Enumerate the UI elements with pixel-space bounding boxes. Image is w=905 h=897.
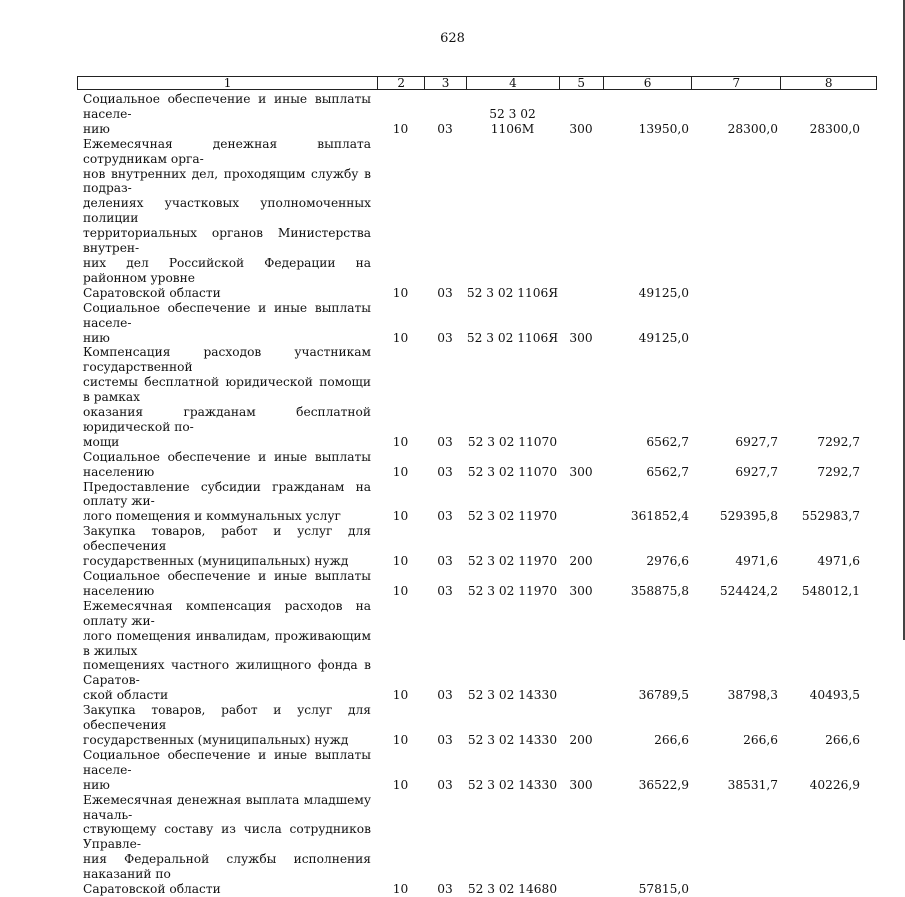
cell-c6: 6562,7 xyxy=(646,434,689,449)
cell-c7: 524424,2 xyxy=(719,583,778,598)
cell-c4: 52 3 02 11070 xyxy=(467,464,558,479)
row-name-line: Закупка товаров, работ и услуг для обеспечения xyxy=(83,524,371,554)
cell-c6: 6562,7 xyxy=(646,464,689,479)
table-row xyxy=(77,524,877,569)
table-row xyxy=(77,450,877,480)
cell-c7: 28300,0 xyxy=(727,121,778,136)
cell-c4: 52 3 02 11970 xyxy=(467,509,558,524)
header-col-3: 3 xyxy=(424,77,466,89)
row-name-line: территориальных органов Министерства внутрен- xyxy=(83,226,371,256)
row-name-line: нию xyxy=(83,330,110,345)
cell-c4: 52 3 02 11070 xyxy=(467,434,558,449)
cell-c7: 529395,8 xyxy=(719,509,778,524)
cell-c6: 13950,0 xyxy=(638,121,689,136)
row-name xyxy=(77,92,377,137)
cell-c3: 03 xyxy=(437,434,453,449)
cell-c3: 03 xyxy=(437,554,453,569)
row-name xyxy=(77,524,377,569)
cell-c5: 300 xyxy=(569,464,593,479)
cell-c7: 38798,3 xyxy=(727,688,778,703)
row-name-line: Компенсация расходов участникам государственной xyxy=(83,345,371,375)
header-col-2: 2 xyxy=(377,77,424,89)
row-name-line: делениях участковых уполномоченных полиции xyxy=(83,196,371,226)
row-name-line: помещениях частного жилищного фонда в Саратов- xyxy=(83,658,371,688)
cell-c5: 300 xyxy=(569,777,593,792)
cell-c2: 10 xyxy=(392,121,409,136)
cell-c2: 10 xyxy=(392,688,409,703)
cell-c2: 10 xyxy=(392,285,409,300)
cell-c5: 200 xyxy=(569,732,593,747)
cell-c2: 10 xyxy=(392,882,409,897)
row-name-line: ствующему составу из числа сотрудников Управле- xyxy=(83,822,371,852)
header-col-5: 5 xyxy=(559,77,603,89)
table-row xyxy=(77,703,877,748)
cell-c4: 52 3 02 11970 xyxy=(467,583,558,598)
cell-c3: 03 xyxy=(437,464,453,479)
cell-c3: 03 xyxy=(437,688,453,703)
table-row xyxy=(77,793,877,897)
row-name xyxy=(77,703,377,748)
cell-c5: 300 xyxy=(569,330,593,345)
row-name xyxy=(77,480,377,525)
cell-c2: 10 xyxy=(392,330,409,345)
row-name-line: Саратовской области xyxy=(83,882,221,897)
cell-c6: 266,6 xyxy=(654,732,689,747)
cell-c6: 2976,6 xyxy=(646,554,689,569)
row-name-line: Саратовской области xyxy=(83,285,221,300)
page-number: 628 xyxy=(440,31,465,46)
cell-c3: 03 xyxy=(437,121,453,136)
row-name-line: Закупка товаров, работ и услуг для обеспечения xyxy=(83,703,371,733)
row-name-line: мощи xyxy=(83,434,120,449)
header-col-7: 7 xyxy=(691,77,780,89)
cell-c2: 10 xyxy=(392,509,409,524)
cell-c8: 28300,0 xyxy=(809,121,860,136)
header-col-4: 4 xyxy=(466,77,559,89)
cell-c2: 10 xyxy=(392,732,409,747)
row-name-line: лого помещения инвалидам, проживающим в жилых xyxy=(83,628,371,658)
cell-c3: 03 xyxy=(437,285,453,300)
cell-c4: 52 3 02 14330 xyxy=(467,688,558,703)
cell-c3: 03 xyxy=(437,882,453,897)
table-row xyxy=(77,92,877,137)
cell-c7: 266,6 xyxy=(743,732,778,747)
cell-c8: 4971,6 xyxy=(817,554,860,569)
row-name xyxy=(77,137,377,301)
cell-c7: 6927,7 xyxy=(735,434,778,449)
row-name xyxy=(77,569,377,599)
cell-c2: 10 xyxy=(392,777,409,792)
row-name xyxy=(77,450,377,480)
table-row xyxy=(77,137,877,301)
header-col-1: 1 xyxy=(223,76,232,90)
cell-c2: 10 xyxy=(392,434,409,449)
cell-c8: 548012,1 xyxy=(801,583,860,598)
row-name-line: Социальное обеспечение и иные выплаты населе- xyxy=(83,92,371,121)
table-row xyxy=(77,569,877,599)
row-name xyxy=(77,793,377,897)
row-name xyxy=(77,345,377,449)
header-col-8: 8 xyxy=(780,77,876,89)
row-name-line: нов внутренних дел, проходящим службу в подраз- xyxy=(83,166,371,196)
cell-c4: 52 3 02 14680 xyxy=(467,882,558,897)
row-name-line: Социальное обеспечение и иные выплаты населению xyxy=(83,449,371,479)
table-body xyxy=(77,92,877,897)
row-name-line: Ежемесячная денежная выплата сотрудникам орга- xyxy=(83,136,371,166)
cell-c8: 40493,5 xyxy=(809,688,860,703)
row-name-line: оказания гражданам бесплатной юридической по- xyxy=(83,405,371,434)
row-name-line: Социальное обеспечение и иные выплаты населе- xyxy=(83,300,371,330)
cell-c4: 52 3 02 1106Я xyxy=(466,330,559,345)
header-col-6: 6 xyxy=(603,77,692,89)
table-row xyxy=(77,345,877,449)
cell-c5: 300 xyxy=(569,121,593,136)
cell-c4: 52 3 02 1106Я xyxy=(466,285,559,300)
row-name xyxy=(77,748,377,793)
row-name xyxy=(77,599,377,703)
cell-c6: 57815,0 xyxy=(638,882,689,897)
row-name-line: ской области xyxy=(83,688,169,703)
cell-c6: 361852,4 xyxy=(630,509,689,524)
cell-c4: 52 3 02 14330 xyxy=(467,777,558,792)
row-name-line: государственных (муниципальных) нужд xyxy=(83,554,349,569)
cell-c6: 36522,9 xyxy=(638,777,689,792)
cell-c5: 200 xyxy=(569,554,593,569)
cell-c6: 49125,0 xyxy=(638,285,689,300)
cell-c8: 266,6 xyxy=(825,732,860,747)
cell-c3: 03 xyxy=(437,732,453,747)
cell-c3: 03 xyxy=(437,583,453,598)
cell-c3: 03 xyxy=(437,330,453,345)
cell-c5: 300 xyxy=(569,583,593,598)
cell-c7: 4971,6 xyxy=(735,554,778,569)
row-name-line: нию xyxy=(83,777,110,792)
cell-c3: 03 xyxy=(437,777,453,792)
cell-c2: 10 xyxy=(392,554,409,569)
cell-c4: 52 3 02 14330 xyxy=(467,732,558,747)
cell-c8: 552983,7 xyxy=(801,509,860,524)
row-name-line: Предоставление субсидии гражданам на оплату жи- xyxy=(83,479,371,509)
table-row xyxy=(77,748,877,793)
cell-c7: 38531,7 xyxy=(727,777,778,792)
table-row xyxy=(77,599,877,703)
cell-c8: 40226,9 xyxy=(809,777,860,792)
row-name xyxy=(77,301,377,346)
table-header xyxy=(77,76,877,90)
cell-c3: 03 xyxy=(437,509,453,524)
cell-c6: 49125,0 xyxy=(638,330,689,345)
row-name-line: Социальное обеспечение и иные выплаты населе- xyxy=(83,747,371,777)
table-row xyxy=(77,480,877,525)
cell-c8: 7292,7 xyxy=(817,464,860,479)
row-name-line: системы бесплатной юридической помощи в рамках xyxy=(83,375,371,405)
cell-c6: 358875,8 xyxy=(630,583,689,598)
cell-c8: 7292,7 xyxy=(817,434,860,449)
table-row xyxy=(77,301,877,346)
cell-c4: 52 3 02 1106М xyxy=(489,106,536,136)
row-name-line: Социальное обеспечение и иные выплаты населению xyxy=(83,569,371,598)
cell-c7: 6927,7 xyxy=(735,464,778,479)
row-name-line: ния Федеральной службы исполнения наказаний по xyxy=(83,852,371,882)
cell-c2: 10 xyxy=(392,464,409,479)
row-name-line: лого помещения и коммунальных услуг xyxy=(83,509,341,524)
cell-c4: 52 3 02 11970 xyxy=(467,554,558,569)
row-name-line: Ежемесячная компенсация расходов на оплату жи- xyxy=(83,598,371,628)
row-name-line: нию xyxy=(83,121,110,136)
cell-c2: 10 xyxy=(392,583,409,598)
cell-c6: 36789,5 xyxy=(638,688,689,703)
row-name-line: них дел Российской Федерации на районном уровне xyxy=(83,255,371,285)
row-name-line: Ежемесячная денежная выплата младшему началь- xyxy=(83,792,371,822)
row-name-line: государственных (муниципальных) нужд xyxy=(83,732,349,747)
